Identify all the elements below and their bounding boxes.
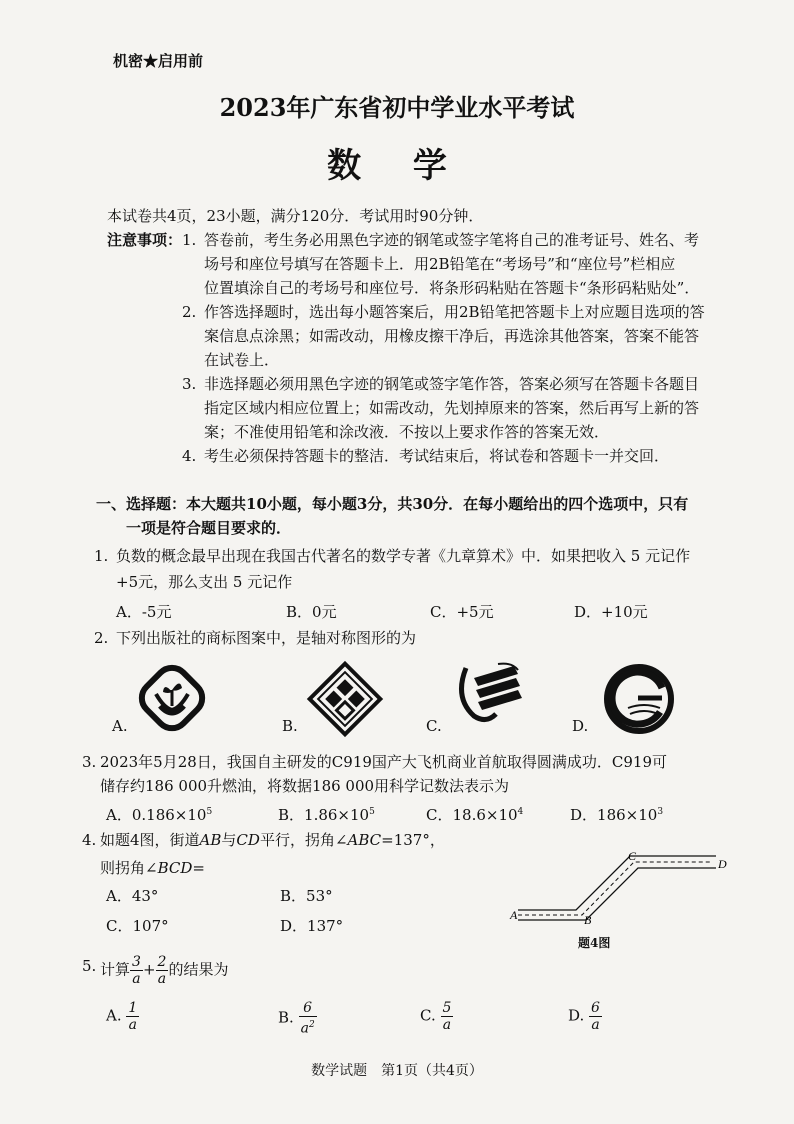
option-c: C．+5元 [430, 603, 494, 621]
point-a-label: A [510, 908, 518, 922]
question-1-text: 负数的概念最早出现在我国古代著名的数学专著《九章算术》中．如果把收入 5 元记作 [116, 547, 691, 565]
option-a: A. $\frac{1}{a}$ [106, 1000, 138, 1033]
question-number: 2. [94, 629, 109, 647]
confidential-mark: 机密★启用前 [113, 52, 204, 70]
question-number: 1. [94, 547, 109, 565]
option-c: C. [426, 717, 442, 735]
question-4-text: 则拐角∠BCD= [100, 859, 205, 877]
question-3-text: 2023年5月28日，我国自主研发的C919国产大飞机商业首航取得圆满成功．C919可 [100, 753, 668, 771]
point-d-label: D [718, 857, 727, 871]
subject-title: 数 学 [327, 146, 467, 186]
notice-item-2-num: 2. [182, 303, 197, 321]
option-d: D．137° [280, 917, 344, 935]
question-number: 4. [82, 831, 97, 849]
notice-item-3-line: 指定区域内相应位置上；如需改动，先划掉原来的答案，然后再写上新的答 [204, 399, 700, 417]
notice-item-1-num: 1. [182, 231, 197, 249]
option-a: A．-5元 [116, 603, 172, 621]
question-1-text: +5元，那么支出 5 元记作 [116, 573, 293, 591]
option-d: D．+10元 [574, 603, 648, 621]
option-b: B. $\frac{6}{a^2}$ [278, 1000, 315, 1037]
notice-item-3-line: 案；不准使用铅笔和涂改液．不按以上要求作答的答案无效． [204, 423, 610, 441]
notice-item-1-line: 位置填涂自己的考场号和座位号．将条形码粘贴在答题卡“条形码粘贴处”． [204, 279, 700, 297]
option-c: C. $\frac{5}{a}$ [420, 1000, 452, 1033]
option-c: C．107° [106, 917, 169, 935]
exam-title: 2023年广东省初中学业水平考试 [219, 93, 575, 122]
question-number: 3. [82, 753, 97, 771]
option-b: B．0元 [286, 603, 337, 621]
option-a: A. [112, 717, 128, 735]
notice-item-4-line: 考生必须保持答题卡的整洁．考试结束后，将试卷和答题卡一并交回． [204, 447, 670, 465]
page-footer: 数学试题 第1页（共4页） [311, 1063, 483, 1079]
option-d: D. $\frac{6}{a}$ [568, 1000, 600, 1033]
publisher-logo-a [136, 662, 208, 734]
option-d: D. [572, 717, 589, 735]
option-a: A．43° [106, 887, 159, 905]
figure-4-caption: 题4图 [578, 936, 611, 950]
option-b: B．$1.86\times 10^5$ [278, 806, 375, 824]
question-4-text: 如题4图，街道AB与CD平行，拐角∠ABC=137°， [100, 831, 445, 849]
option-a: A．$0.186\times 10^5$ [106, 806, 213, 824]
notice-item-3-num: 3. [182, 375, 197, 393]
question-number: 5. [82, 957, 97, 975]
question-3-text: 储存约186 000升燃油，将数据186 000用科学记数法表示为 [100, 777, 510, 795]
publisher-logo-d [600, 660, 678, 738]
section-heading: 一项是符合题目要求的． [126, 519, 292, 537]
point-b-label: B [584, 913, 592, 927]
question-5-text: 计算 $\frac{3}{a}$ + $\frac{2}{a}$ 的结果为 [100, 954, 229, 987]
point-c-label: C [628, 849, 637, 863]
notice-item-3-line: 非选择题必须用黑色字迹的钢笔或签字笔作答，答案必须写在答题卡各题目 [204, 375, 700, 393]
section-heading: 一、选择题：本大题共10小题，每小题3分，共30分．在每小题给出的四个选项中，只有 [96, 495, 689, 513]
exam-intro: 本试卷共4页，23小题，满分120分．考试用时90分钟． [107, 207, 484, 225]
notice-item-1-line: 答卷前，考生务必用黑色字迹的钢笔或签字笔将自己的准考证号、姓名、考 [204, 231, 700, 249]
option-b: B．53° [280, 887, 333, 905]
notice-item-2-line: 案信息点涂黑；如需改动，用橡皮擦干净后，再选涂其他答案，答案不能答 [204, 327, 700, 345]
publisher-logo-b [306, 660, 384, 738]
notice-item-1-line: 场号和座位号填写在答题卡上．用2B铅笔在“考场号”和“座位号”栏相应 [204, 255, 676, 273]
publisher-logo-c [452, 658, 526, 728]
notice-item-2-line: 在试卷上． [204, 351, 280, 369]
option-b: B. [282, 717, 298, 735]
notice-item-4-num: 4. [182, 447, 197, 465]
notice-label: 注意事项： [107, 231, 183, 249]
option-c: C．$18.6\times 10^4$ [426, 806, 524, 824]
notice-item-2-line: 作答选择题时，选出每小题答案后，用2B铅笔把答题卡上对应题目选项的答 [204, 303, 705, 321]
question-2-text: 下列出版社的商标图案中，是轴对称图形的为 [116, 629, 417, 647]
figure-4-street-diagram [504, 842, 744, 928]
option-d: D．$186\times 10^3$ [570, 806, 664, 824]
